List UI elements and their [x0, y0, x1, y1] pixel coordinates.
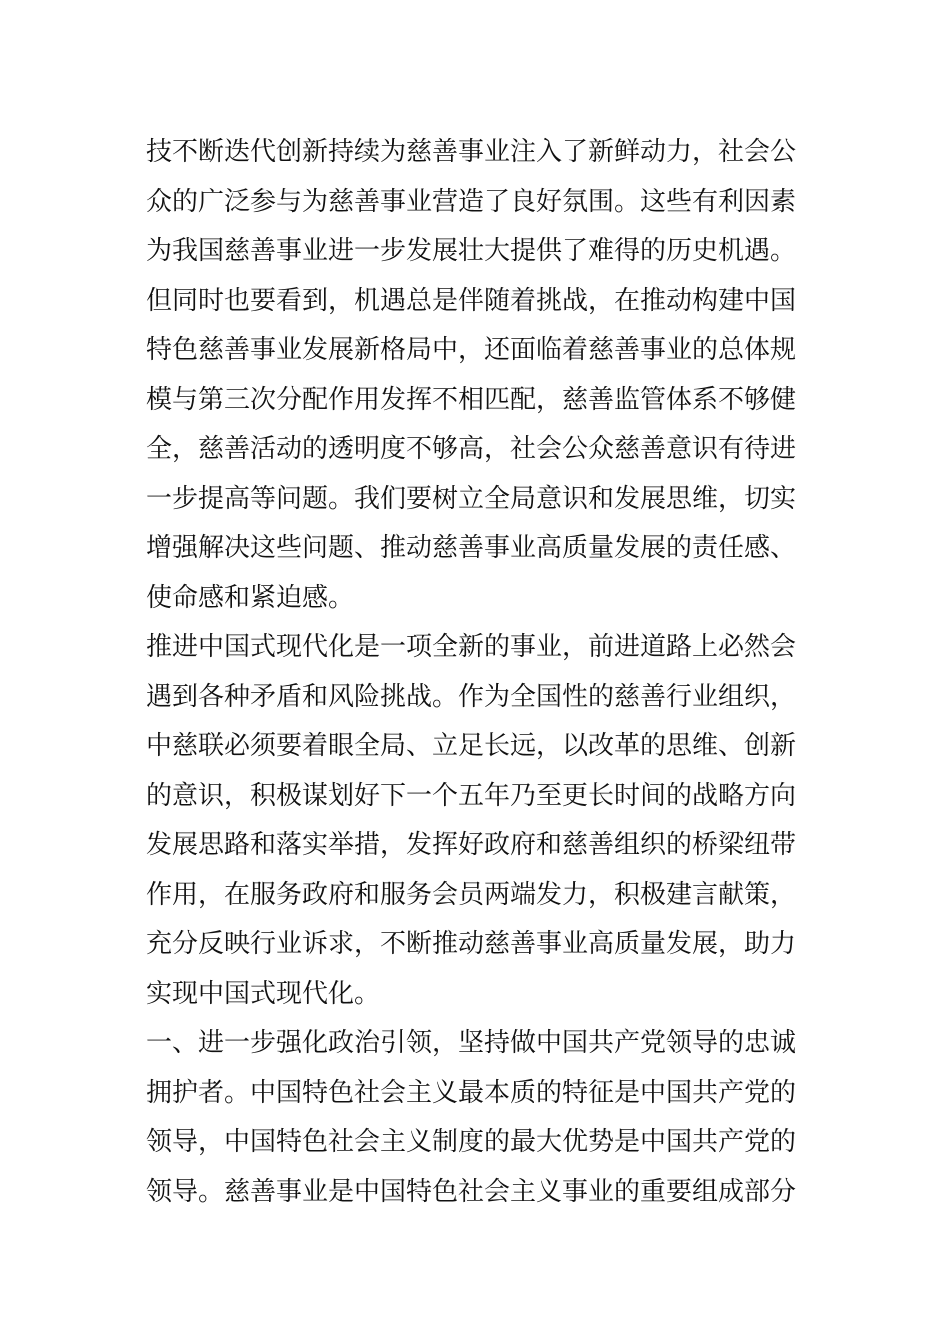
text-line-20: 拥护者。中国特色社会主义最本质的特征是中国共产党的 — [146, 1077, 797, 1108]
text-line-12: 遇到各种矛盾和风险挑战。作为全国性的慈善行业组织， — [146, 681, 797, 712]
text-line-22: 领导。慈善事业是中国特色社会主义事业的重要组成部分 — [146, 1176, 797, 1207]
text-line-6: 模与第三次分配作用发挥不相匹配，慈善监管体系不够健 — [146, 384, 797, 415]
text-line-17: 充分反映行业诉求，不断推动慈善事业高质量发展，助力 — [146, 929, 797, 959]
text-line-5: 特色慈善事业发展新格局中，还面临着慈善事业的总体规 — [146, 335, 797, 365]
text-line-10: 使命感和紧迫感。 — [146, 582, 355, 613]
text-line-16: 作用，在服务政府和服务会员两端发力，积极建言献策， — [146, 879, 797, 910]
text-line-3: 为我国慈善事业进一步发展壮大提供了难得的历史机遇。 — [146, 236, 797, 266]
text-line-4: 但同时也要看到，机遇总是伴随着挑战，在推动构建中国 — [146, 285, 797, 316]
text-line-15: 发展思路和落实举措，发挥好政府和慈善组织的桥梁纽带 — [146, 830, 797, 860]
text-line-19: 一、进一步强化政治引领，坚持做中国共产党领导的忠诚 — [146, 1028, 797, 1058]
text-line-2: 众的广泛参与为慈善事业营造了良好氛围。这些有利因素 — [146, 186, 797, 217]
document-body — [146, 128, 816, 1217]
text-line-7: 全，慈善活动的透明度不够高，社会公众慈善意识有待进 — [146, 434, 797, 464]
text-line-1: 技不断迭代创新持续为慈善事业注入了新鲜动力，社会公 — [146, 137, 797, 167]
text-line-9: 增强解决这些问题、推动慈善事业高质量发展的责任感、 — [146, 533, 797, 563]
text-line-11: 推进中国式现代化是一项全新的事业，前进道路上必然会 — [146, 632, 797, 662]
text-line-13: 中慈联必须要着眼全局、立足长远，以改革的思维、创新 — [146, 731, 797, 761]
text-line-8: 一步提高等问题。我们要树立全局意识和发展思维，切实 — [146, 483, 797, 514]
text-line-21: 领导，中国特色社会主义制度的最大优势是中国共产党的 — [146, 1127, 797, 1157]
text-line-18: 实现中国式现代化。 — [146, 978, 381, 1009]
text-line-14: 的意识，积极谋划好下一个五年乃至更长时间的战略方向 — [146, 780, 797, 811]
